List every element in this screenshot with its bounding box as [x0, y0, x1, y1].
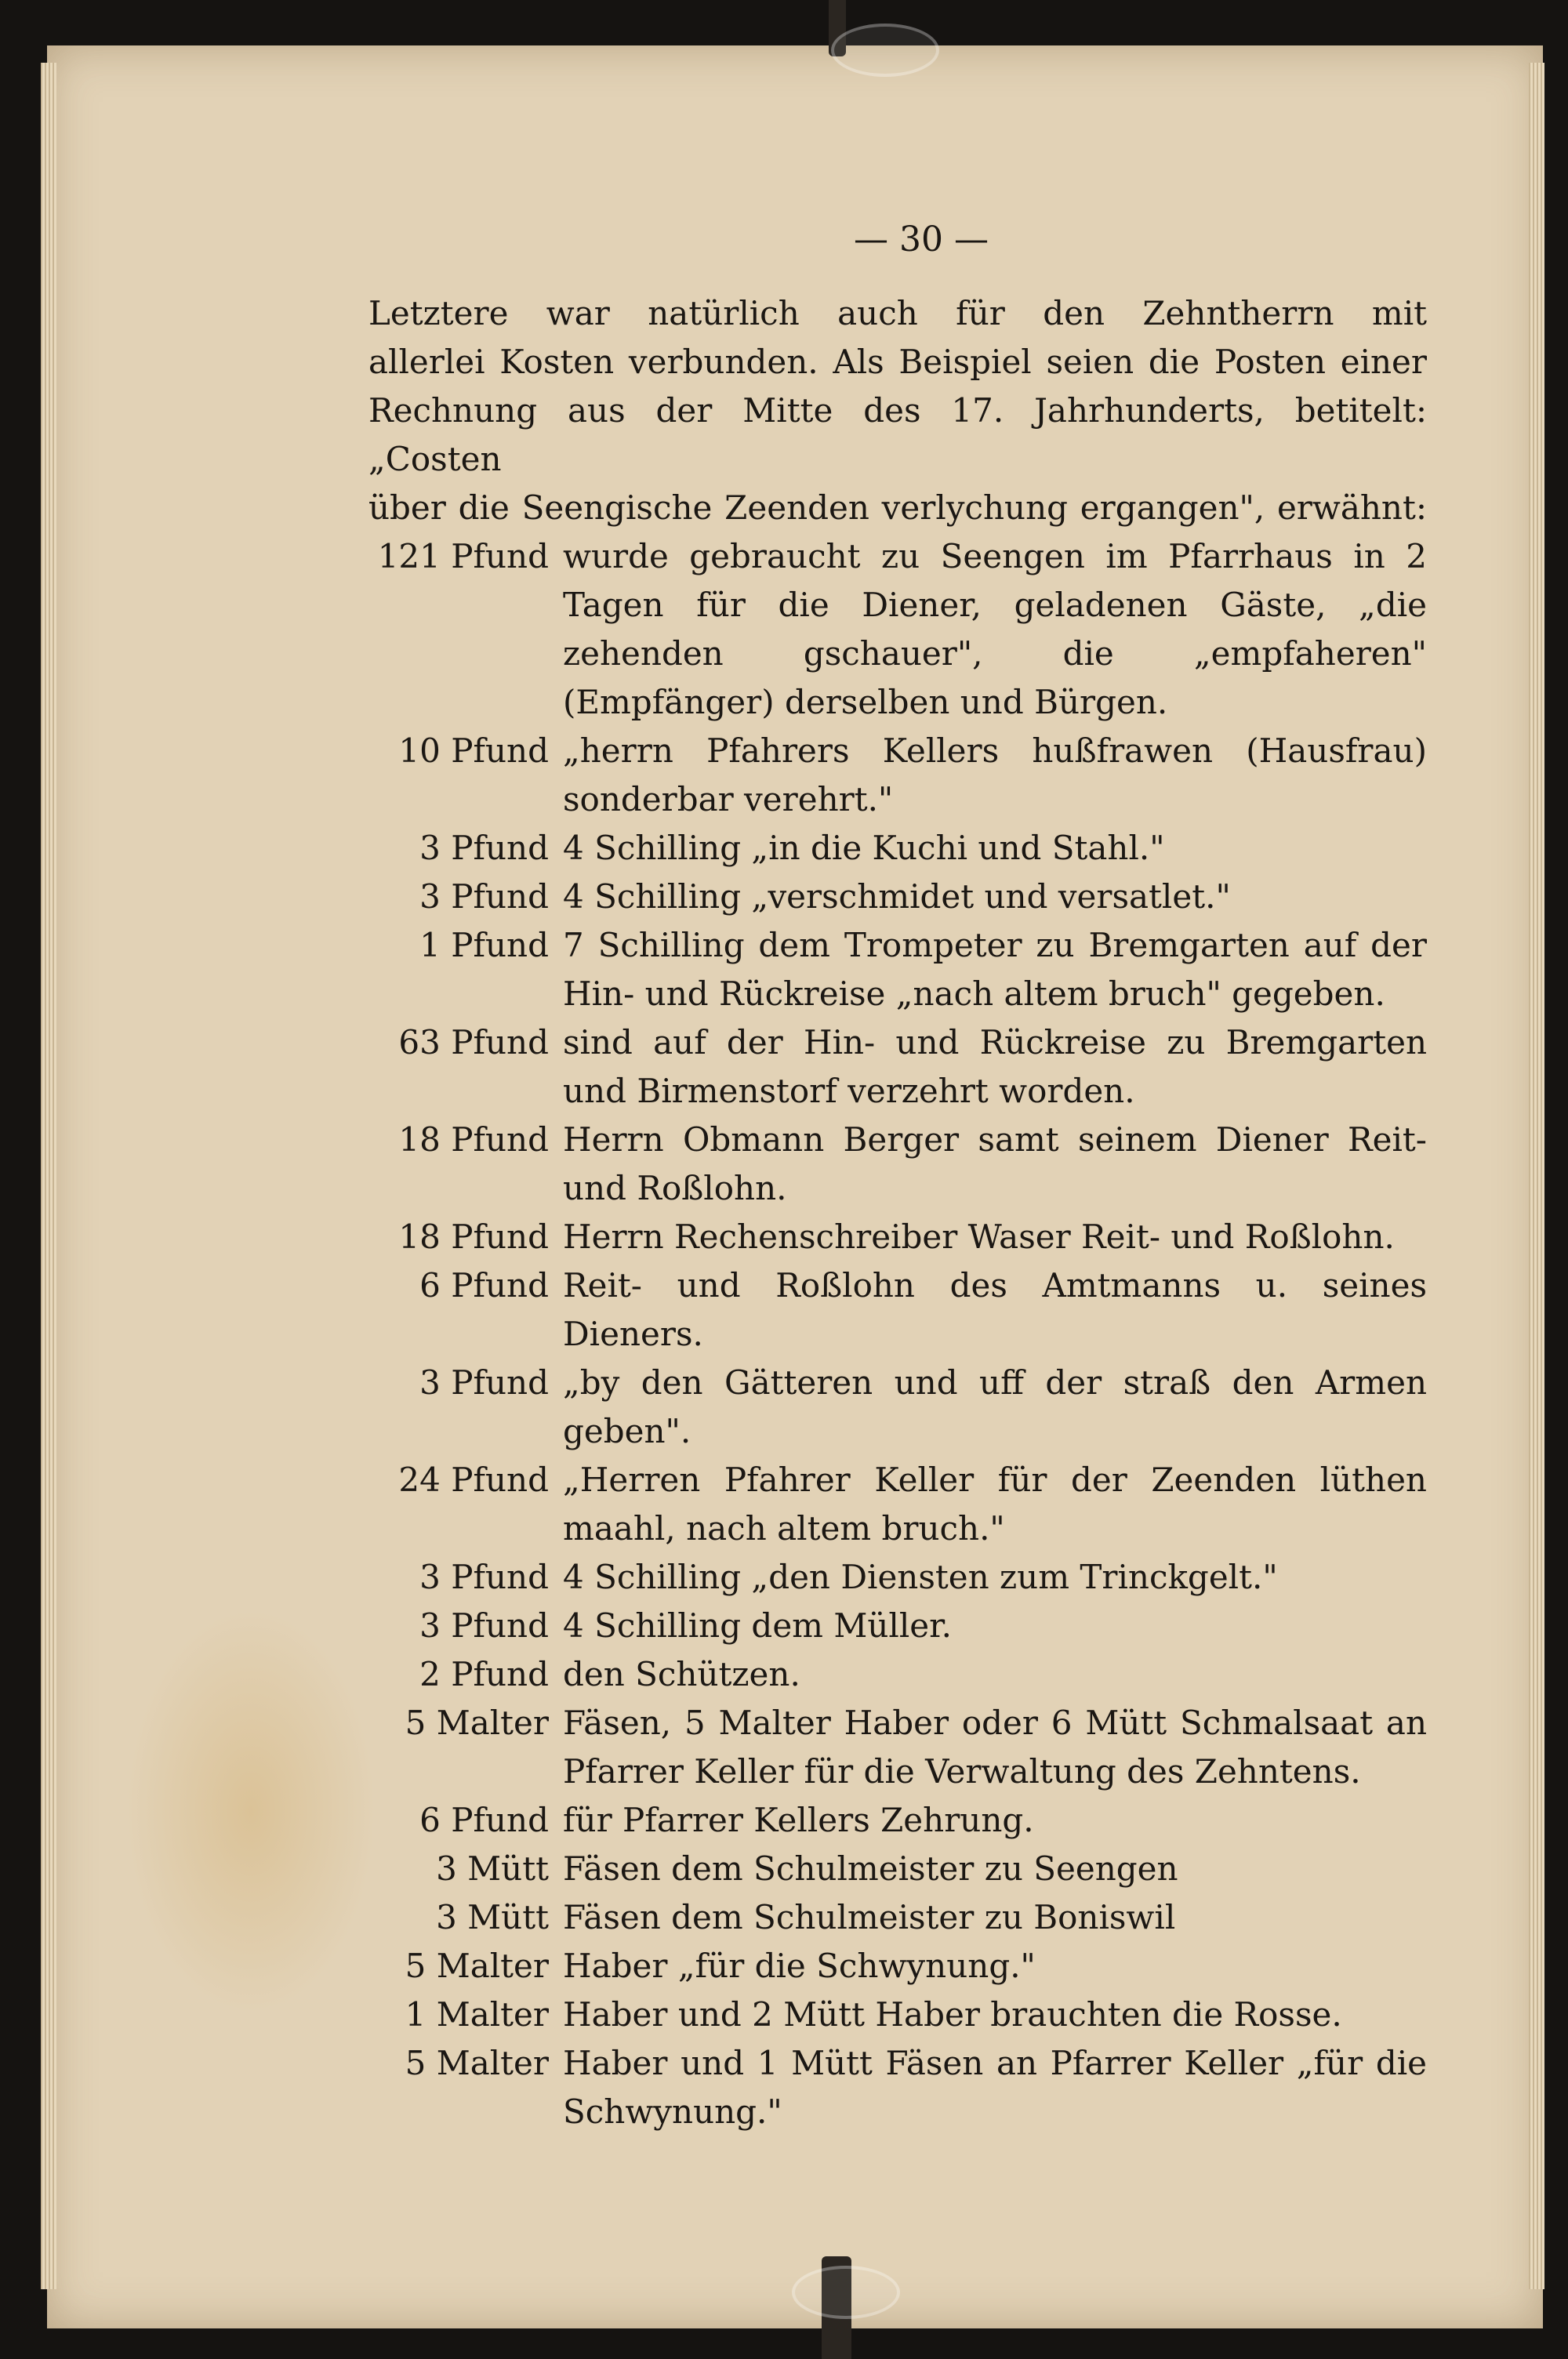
- entry-description: Fäsen, 5 Malter Haber oder 6 Mütt Schmalsaat an Pfarrer Keller für die Verwaltung des Zehntens.: [563, 1704, 1427, 1791]
- entry-amount: 3 Pfund: [419, 1606, 549, 1645]
- entry-amount: 2 Pfund: [419, 1655, 549, 1693]
- cost-entry: [368, 1261, 1427, 1359]
- intro-paragraph: [368, 289, 1427, 532]
- cost-entry: [368, 2039, 1427, 2136]
- cost-entry: [368, 727, 1427, 824]
- entry-amount: 63 Pfund: [398, 1023, 549, 1062]
- intro-line: über die Seengische Zeenden verlychung ergangen", erwähnt:: [368, 488, 1427, 527]
- entry-amount: 18 Pfund: [398, 1218, 549, 1256]
- entry-amount: 6 Pfund: [419, 1266, 549, 1305]
- entry-description: wurde gebraucht zu Seengen im Pfarrhaus in 2 Tagen für die Diener, geladenen Gäste, „die zehenden gschauer", die „empfaheren" (Empfänger) derselben und Bürgen.: [563, 537, 1427, 721]
- entry-description: Reit- und Roßlohn des Amtmanns u. seines Dieners.: [563, 1266, 1427, 1353]
- entry-amount: 121 Pfund: [377, 537, 549, 575]
- entry-description: 4 Schilling „verschmidet und versatlet.": [563, 877, 1231, 916]
- entry-description: „herrn Pfahrers Kellers hußfrawen (Hausfrau) sonderbar verehrt.": [563, 731, 1427, 818]
- entry-description: sind auf der Hin- und Rückreise zu Bremgarten und Birmenstorf verzehrt worden.: [563, 1023, 1427, 1110]
- cost-entry: [368, 1116, 1427, 1213]
- entry-description: 4 Schilling „in die Kuchi und Stahl.": [563, 829, 1165, 867]
- entry-description: Haber und 1 Mütt Fäsen an Pfarrer Keller „für die Schwynung.": [563, 2044, 1427, 2131]
- entry-amount: 1 Pfund: [419, 926, 549, 964]
- page-edge-left: [41, 63, 56, 2289]
- cost-entry: [368, 1213, 1427, 1261]
- entry-amount: 3 Mütt: [436, 1849, 549, 1888]
- entry-description: für Pfarrer Kellers Zehrung.: [563, 1801, 1034, 1839]
- cost-entry: [368, 873, 1427, 921]
- cost-entry: [368, 1699, 1427, 1796]
- cost-entry-list: [368, 532, 1427, 2136]
- cost-entry: [368, 1456, 1427, 1553]
- entry-amount: 3 Pfund: [419, 1558, 549, 1596]
- entry-description: Herrn Rechenschreiber Waser Reit- und Roßlohn.: [563, 1218, 1395, 1256]
- entry-description: Fäsen dem Schulmeister zu Boniswil: [563, 1898, 1176, 1936]
- entry-description: Haber „für die Schwynung.": [563, 1947, 1036, 1985]
- entry-description: „by den Gätteren und uff der straß den Armen geben".: [563, 1363, 1427, 1450]
- entry-amount: 3 Mütt: [436, 1898, 549, 1936]
- glass-clip-bottom: [792, 2266, 900, 2319]
- cost-entry: [368, 1018, 1427, 1116]
- entry-amount: 3 Pfund: [419, 877, 549, 916]
- entry-description: Haber und 2 Mütt Haber brauchten die Rosse.: [563, 1995, 1342, 2034]
- entry-description: Herrn Obmann Berger samt seinem Diener Reit- und Roßlohn.: [563, 1120, 1427, 1207]
- entry-amount: 5 Malter: [405, 1704, 549, 1742]
- entry-amount: 18 Pfund: [398, 1120, 549, 1159]
- cost-entry: [368, 921, 1427, 1018]
- entry-amount: 5 Malter: [405, 2044, 549, 2082]
- entry-description: „Herren Pfahrer Keller für der Zeenden lüthen maahl, nach altem bruch.": [563, 1461, 1427, 1548]
- cost-entry: [368, 1845, 1427, 1893]
- intro-line: Rechnung aus der Mitte des 17. Jahrhunderts, betitelt: „Costen: [368, 391, 1427, 478]
- cost-entry: [368, 824, 1427, 873]
- intro-line: allerlei Kosten verbunden. Als Beispiel seien die Posten einer: [368, 343, 1427, 381]
- intro-line: Letztere war natürlich auch für den Zehntherrn mit: [368, 294, 1427, 332]
- entry-amount: 10 Pfund: [398, 731, 549, 770]
- entry-description: 4 Schilling dem Müller.: [563, 1606, 952, 1645]
- cost-entry: [368, 1991, 1427, 2039]
- glass-clip-top: [831, 24, 939, 77]
- entry-amount: 3 Pfund: [419, 1363, 549, 1402]
- entry-description: den Schützen.: [563, 1655, 800, 1693]
- entry-amount: 1 Malter: [405, 1995, 549, 2034]
- entry-amount: 24 Pfund: [398, 1461, 549, 1499]
- entry-amount: 3 Pfund: [419, 829, 549, 867]
- cost-entry: [368, 1942, 1427, 1991]
- cost-entry: [368, 1650, 1427, 1699]
- entry-amount: 6 Pfund: [419, 1801, 549, 1839]
- entry-amount: 5 Malter: [405, 1947, 549, 1985]
- page-text: [368, 220, 1427, 2136]
- entry-description: Fäsen dem Schulmeister zu Seengen: [563, 1849, 1178, 1888]
- page-edge-right: [1529, 63, 1544, 2289]
- cost-entry: [368, 1359, 1427, 1456]
- entry-description: 7 Schilling dem Trompeter zu Bremgarten auf der Hin- und Rückreise „nach altem bruch" gegeben.: [563, 926, 1427, 1013]
- cost-entry: [368, 1602, 1427, 1650]
- water-stain: [125, 1607, 376, 2015]
- cost-entry: [368, 1796, 1427, 1845]
- page-number: — 30 —: [854, 220, 989, 259]
- cost-entry: [368, 1893, 1427, 1942]
- cost-entry: [368, 1553, 1427, 1602]
- cost-entry: [368, 532, 1427, 727]
- entry-description: 4 Schilling „den Diensten zum Trinckgelt.": [563, 1558, 1278, 1596]
